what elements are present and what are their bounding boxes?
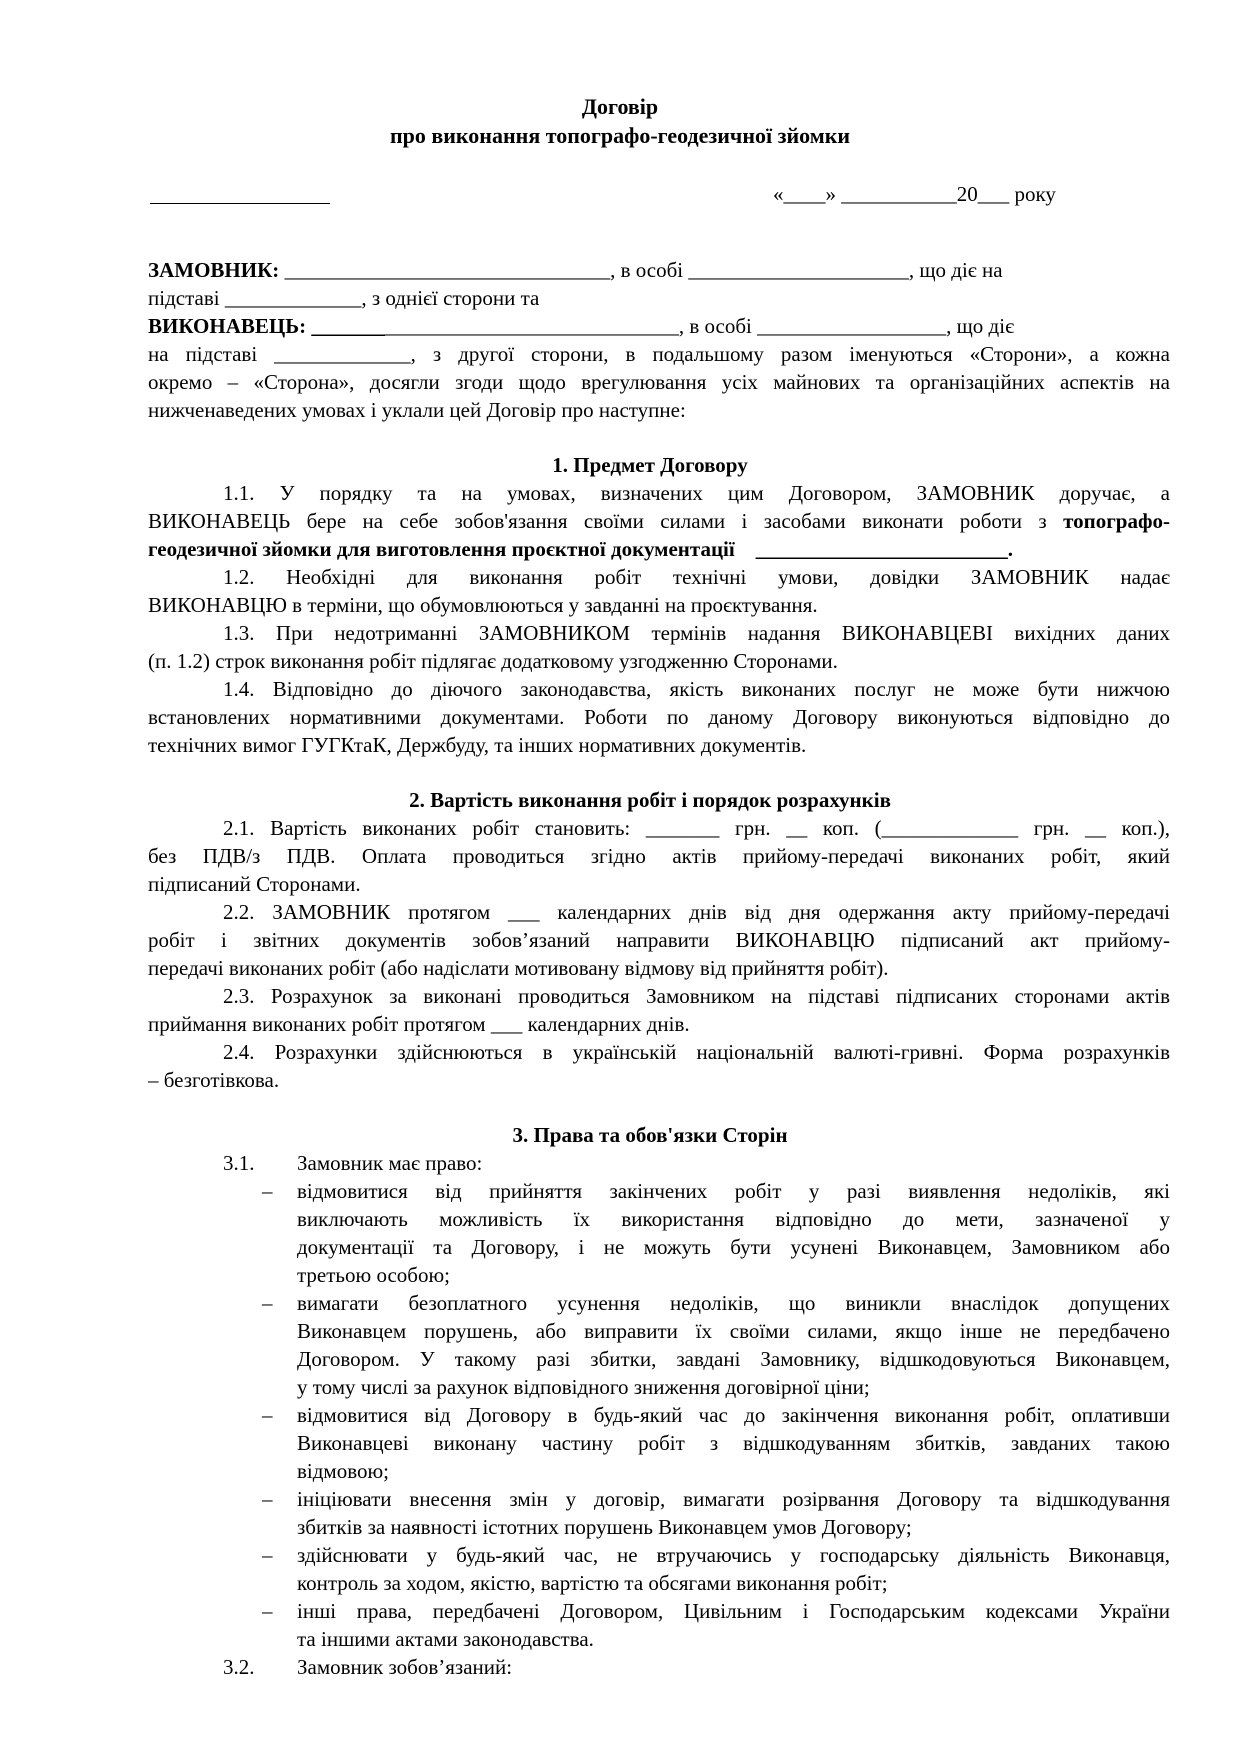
clause-3-1-number: 3.1. <box>223 1151 255 1175</box>
documentation-blank: ________________________. <box>755 537 1013 561</box>
customer-line: ЗАМОВНИК: _______________________________, в особі _____________________, що діє на <box>148 258 1003 282</box>
bullet-dash: – <box>262 1403 273 1427</box>
bullet-2-line: Виконавцем порушень, або виправити їх своїми силами, якщо інше не передбачено <box>297 1319 1170 1343</box>
clause-2-4: 2.4. Розрахунки здійснюються в українській національній валюті-гривні. Форма розрахунків <box>223 1040 1170 1064</box>
section-1-heading: 1. Предмет Договору <box>552 453 748 477</box>
bullet-3-line: відмовою; <box>297 1459 390 1483</box>
clause-1-3: 1.3. При недотриманні ЗАМОВНИКОМ термінів надання ВИКОНАВЦЕВІ вихідних даних <box>223 621 1170 645</box>
clause-1-4-cont: технічних вимог ГУГКтаК, Держбуду, та інших нормативних документів. <box>148 733 807 757</box>
bullet-2-line: у тому числі за рахунок відповідного зниження договірної ціни; <box>297 1375 870 1399</box>
clause-2-2: 2.2. ЗАМОВНИК протягом ___ календарних днів від дня одержання акту прийому-передачі <box>223 900 1170 924</box>
bullet-4-line: збитків за наявності істотних порушень Виконавцем умов Договору; <box>297 1515 912 1539</box>
bullet-1-line: документації та Договору, і не можуть бути усунені Виконавцем, Замовником або <box>297 1235 1170 1259</box>
clause-3-2-text: Замовник зобов’язаний: <box>297 1655 513 1679</box>
clause-1-1: 1.1. У порядку та на умовах, визначених цим Договором, ЗАМОВНИК доручає, а <box>223 481 1170 505</box>
bullet-dash: – <box>262 1487 273 1511</box>
clause-2-1: 2.1. Вартість виконаних робіт становить: _______ грн. __ коп. (_____________ грн. __ коп.), <box>223 816 1170 840</box>
clause-1-4-cont: встановлених нормативними документами. Роботи по даному Договору виконуються відповідно до <box>148 705 1170 729</box>
contractor-label: ВИКОНАВЕЦЬ: _______ <box>148 314 385 338</box>
bullet-dash: – <box>262 1543 273 1567</box>
bullet-2-line: Договором. У такому разі збитки, завдані Замовнику, відшкодовуються Виконавцем, <box>297 1347 1170 1371</box>
document-subtitle: про виконання топографо-геодезичної зйомки <box>389 123 851 148</box>
parties-paragraph-line: окремо – «Сторона», досягли згоди щодо врегулювання усіх майнових та організаційних аспектів на <box>148 370 1170 394</box>
bullet-1-line: третьою особою; <box>297 1263 450 1287</box>
customer-label: ЗАМОВНИК: <box>148 258 285 282</box>
clause-1-2: 1.2. Необхідні для виконання робіт технічні умови, довідки ЗАМОВНИК надає <box>223 565 1170 589</box>
bullet-3-line: відмовитися від Договору в будь-який час до закінчення виконання робіт, оплативши <box>297 1403 1170 1427</box>
clause-2-2-cont: передачі виконаних робіт (або надіслати мотивовану відмову від прийняття робіт). <box>148 956 889 980</box>
bullet-2-line: вимагати безоплатного усунення недоліків, що виникли внаслідок допущених <box>297 1291 1170 1315</box>
bullet-1-line: відмовитися від прийняття закінчених робіт у разі виявлення недоліків, які <box>297 1179 1170 1203</box>
bullet-1-line: виключають можливість їх використання відповідно до мети, зазначеної у <box>297 1207 1170 1231</box>
contract-date: «____» ___________20___ року <box>773 182 1056 206</box>
bullet-5-line: контроль за ходом, якістю, вартістю та обсягами виконання робіт; <box>297 1571 888 1595</box>
bullet-6-line: та іншими актами законодавства. <box>297 1627 594 1651</box>
clause-3-1-text: Замовник має право: <box>297 1151 483 1175</box>
bullet-dash: – <box>262 1291 273 1315</box>
clause-2-1-cont: без ПДВ/з ПДВ. Оплата проводиться згідно актів прийому-передачі виконаних робіт, який <box>148 844 1170 868</box>
customer-basis-line: підставі _____________, з однієї сторони та <box>148 286 540 310</box>
bullet-dash: – <box>262 1179 273 1203</box>
parties-paragraph-line: на підставі _____________, з другої сторони, в подальшому разом іменуються «Сторони», а кожна <box>148 342 1170 366</box>
section-3-heading: 3. Права та обов'язки Сторін <box>512 1123 788 1147</box>
section-2-heading: 2. Вартість виконання робіт і порядок розрахунків <box>409 788 891 812</box>
bullet-6-line: інші права, передбачені Договором, Цивільним і Господарським кодексами України <box>297 1599 1170 1623</box>
clause-2-4-cont: – безготівкова. <box>148 1068 280 1092</box>
parties-paragraph-line: нижченаведених умовах і уклали цей Договір про наступне: <box>148 398 686 422</box>
clause-1-1-cont: геодезичної зйомки для виготовлення проєктної документації ________________________. <box>148 537 1013 561</box>
document-title: Договір <box>581 94 659 119</box>
clause-2-3-cont: приймання виконаних робіт протягом ___ календарних днів. <box>148 1012 690 1036</box>
clause-2-3: 2.3. Розрахунок за виконані проводиться Замовником на підставі підписаних сторонами актів <box>223 984 1170 1008</box>
bullet-4-line: ініціювати внесення змін у договір, вимагати розірвання Договору та відшкодування <box>297 1487 1170 1511</box>
clause-1-1-cont: ВИКОНАВЕЦЬ бере на себе зобов'язання своїми силами і засобами виконати роботи з топографо- <box>148 509 1170 533</box>
bullet-3-line: Виконавцеві виконану частину робіт з відшкодуванням збитків, завданих такою <box>297 1431 1170 1455</box>
clause-2-2-cont: робіт і звітних документів зобов’язаний направити ВИКОНАВЦЮ підписаний акт прийому- <box>148 928 1170 952</box>
bullet-5-line: здійснювати у будь-який час, не втручаючись у господарську діяльність Виконавця, <box>297 1543 1170 1567</box>
clause-1-2-cont: ВИКОНАВЦЮ в терміни, що обумовлюються у завданні на проєктування. <box>148 593 818 617</box>
clause-1-3-cont: (п. 1.2) строк виконання робіт підлягає додатковому узгодженню Сторонами. <box>148 649 838 673</box>
clause-1-4: 1.4. Відповідно до діючого законодавства, якість виконаних послуг не може бути нижчою <box>223 677 1170 701</box>
clause-2-1-cont: підписаний Сторонами. <box>148 872 361 896</box>
clause-3-2-number: 3.2. <box>223 1655 255 1679</box>
contractor-line: ВИКОНАВЕЦЬ: ___________________________________, в особі __________________, що діє <box>148 314 1015 338</box>
bullet-dash: – <box>262 1599 273 1623</box>
place-blank-line <box>150 203 330 204</box>
